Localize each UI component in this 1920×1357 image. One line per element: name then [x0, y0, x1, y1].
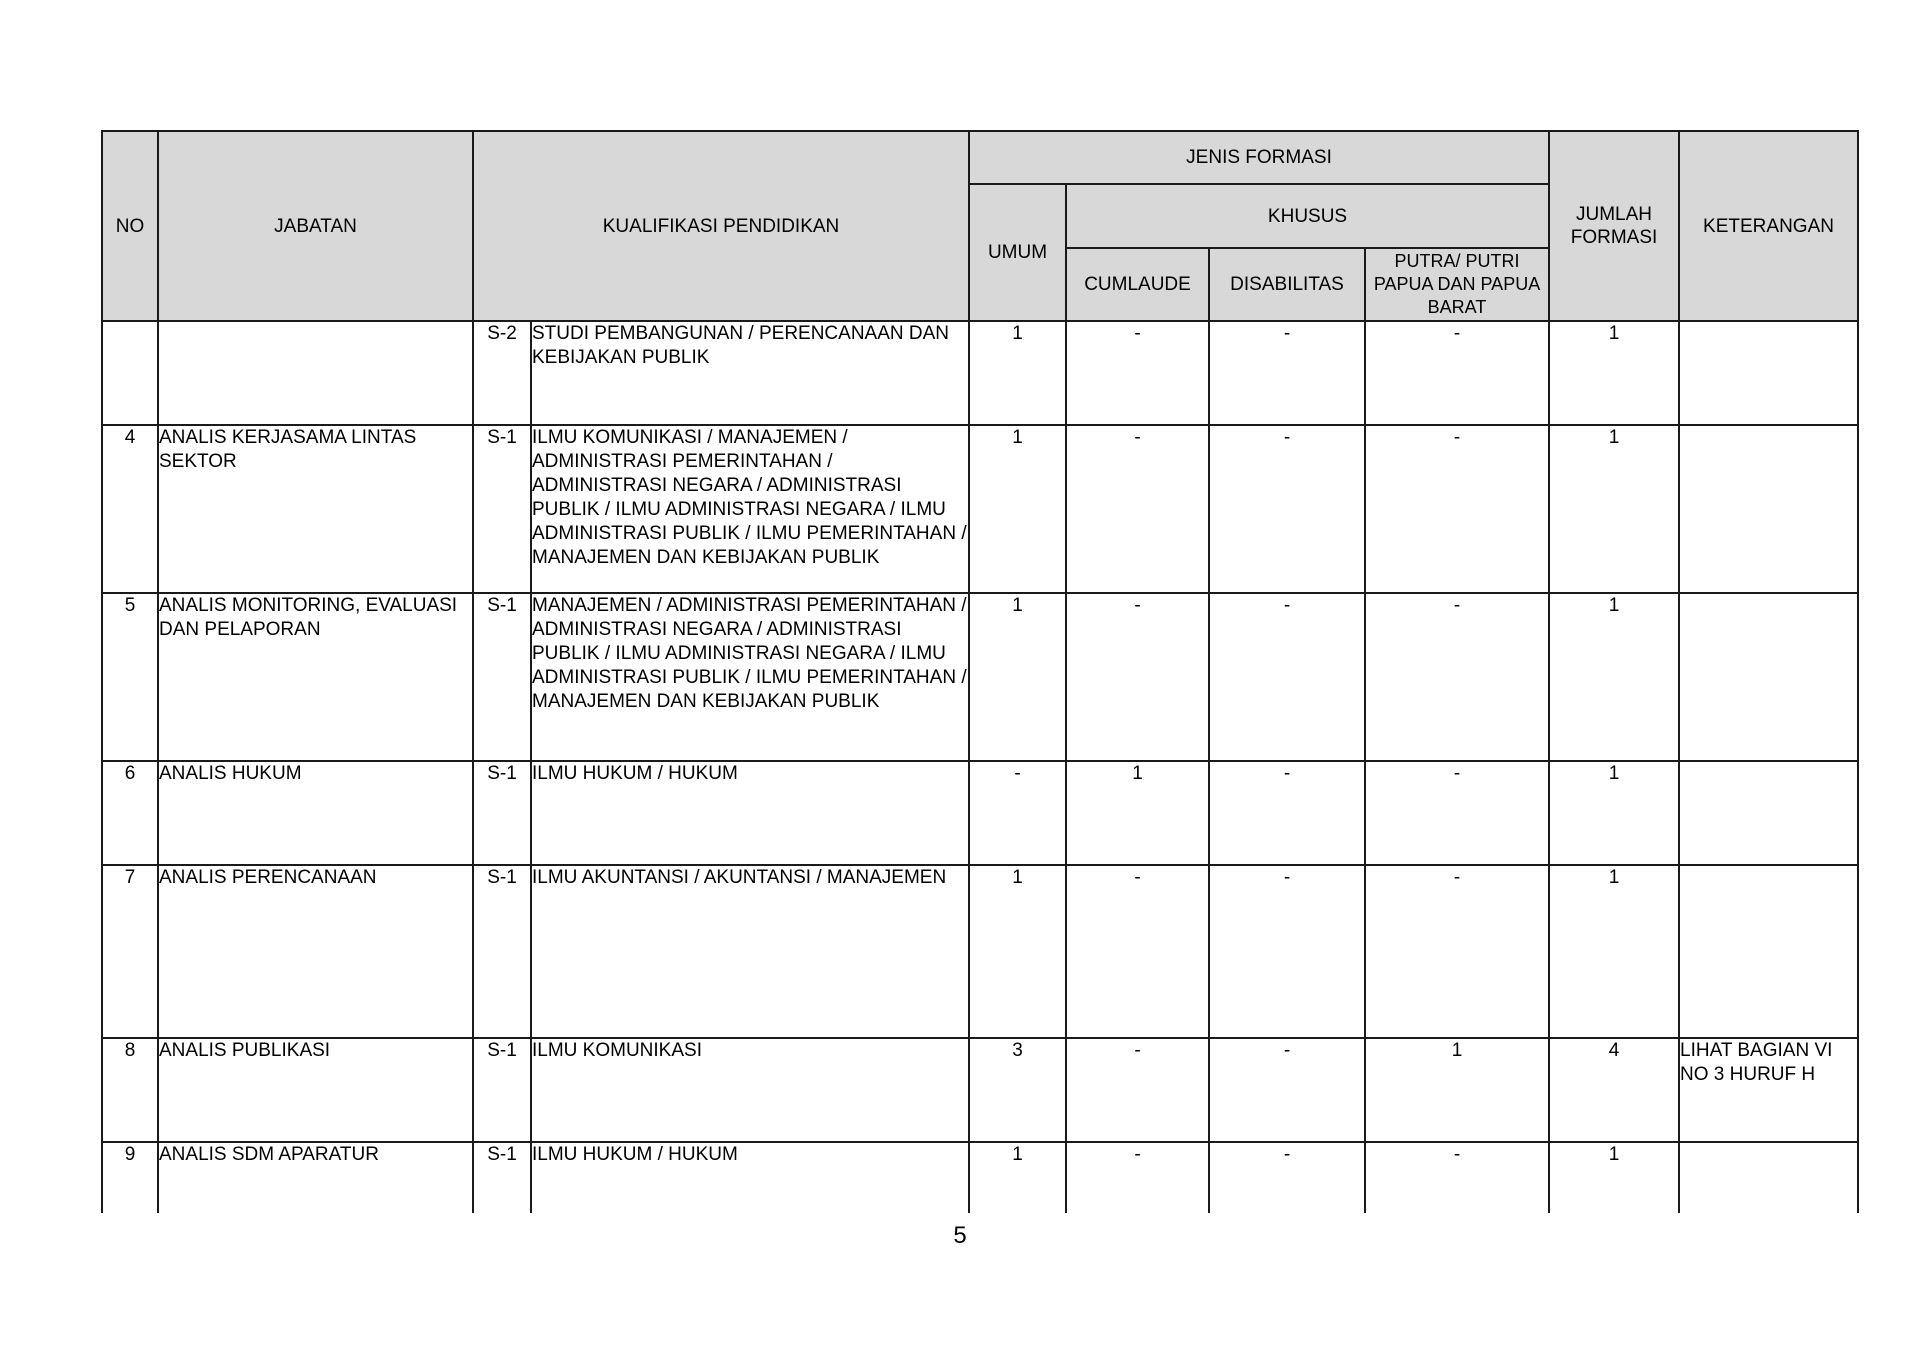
cell-disabilitas: - [1209, 1038, 1365, 1142]
cell-keterangan: LIHAT BAGIAN VI NO 3 HURUF H [1679, 1038, 1858, 1142]
cell-umum: 1 [969, 1142, 1066, 1213]
cell-cumlaude: - [1066, 593, 1209, 761]
cell-umum: 1 [969, 593, 1066, 761]
cell-umum: - [969, 761, 1066, 865]
header-no: NO [102, 131, 158, 321]
cell-no: 7 [102, 865, 158, 1038]
cell-no: 8 [102, 1038, 158, 1142]
cell-kualifikasi: MANAJEMEN / ADMINISTRASI PEMERINTAHAN / ADMINISTRASI NEGARA / ADMINISTRASI PUBLIK / ILMU ADMINISTRASI NEGARA / ILMU ADMINISTRASI PUBLIK / ILMU PEMERINTAHAN / MANAJEMEN DAN KEBIJAKAN PUBLIK [531, 593, 969, 761]
cell-no: 5 [102, 593, 158, 761]
cell-no: 4 [102, 425, 158, 593]
cell-umum: 1 [969, 425, 1066, 593]
table-row [102, 321, 1858, 425]
cell-jabatan: ANALIS PUBLIKASI [158, 1038, 473, 1142]
cell-jenjang: S-1 [473, 593, 531, 761]
header-jabatan: JABATAN [158, 131, 473, 321]
cell-jenjang: S-1 [473, 1038, 531, 1142]
header-putra-putri-papua: PUTRA/ PUTRI PAPUA DAN PAPUA BARAT [1365, 248, 1549, 321]
cell-kualifikasi: STUDI PEMBANGUNAN / PERENCANAAN DAN KEBIJAKAN PUBLIK [531, 321, 969, 425]
cell-putra: - [1365, 761, 1549, 865]
cell-putra: - [1365, 425, 1549, 593]
cell-cumlaude: - [1066, 1142, 1209, 1213]
cell-jabatan: ANALIS PERENCANAAN [158, 865, 473, 1038]
cell-cumlaude: - [1066, 321, 1209, 425]
page-number: 5 [953, 1222, 967, 1249]
cell-umum: 1 [969, 321, 1066, 425]
cell-jabatan: ANALIS HUKUM [158, 761, 473, 865]
cell-disabilitas: - [1209, 761, 1365, 865]
header-khusus: KHUSUS [1066, 184, 1549, 248]
cell-jabatan [158, 321, 473, 425]
header-disabilitas: DISABILITAS [1209, 248, 1365, 321]
header-jumlah-formasi: JUMLAH FORMASI [1549, 131, 1679, 321]
cell-keterangan [1679, 425, 1858, 593]
cell-jenjang: S-1 [473, 865, 531, 1038]
cell-umum: 1 [969, 865, 1066, 1038]
table-row [102, 865, 1858, 1038]
table-row [102, 425, 1858, 593]
cell-kualifikasi: ILMU KOMUNIKASI / MANAJEMEN / ADMINISTRASI PEMERINTAHAN / ADMINISTRASI NEGARA / ADMINISTRASI PUBLIK / ILMU ADMINISTRASI NEGARA / ILMU ADMINISTRASI PUBLIK / ILMU PEMERINTAHAN / MANAJEMEN DAN KEBIJAKAN PUBLIK [531, 425, 969, 593]
cell-cumlaude: - [1066, 865, 1209, 1038]
cell-disabilitas: - [1209, 425, 1365, 593]
header-keterangan: KETERANGAN [1679, 131, 1858, 321]
cell-cumlaude: - [1066, 1038, 1209, 1142]
cell-jabatan: ANALIS KERJASAMA LINTAS SEKTOR [158, 425, 473, 593]
header-cumlaude: CUMLAUDE [1066, 248, 1209, 321]
cell-jumlah: 1 [1549, 865, 1679, 1038]
table-row [102, 1142, 1858, 1213]
cell-jumlah: 1 [1549, 593, 1679, 761]
cell-keterangan [1679, 865, 1858, 1038]
cell-kualifikasi: ILMU HUKUM / HUKUM [531, 761, 969, 865]
cell-disabilitas: - [1209, 321, 1365, 425]
cell-jumlah: 1 [1549, 321, 1679, 425]
header-jenis-formasi: JENIS FORMASI [969, 131, 1549, 184]
cell-kualifikasi: ILMU HUKUM / HUKUM [531, 1142, 969, 1213]
cell-disabilitas: - [1209, 593, 1365, 761]
cell-no [102, 321, 158, 425]
cell-keterangan [1679, 593, 1858, 761]
table-header [102, 131, 1858, 321]
cell-keterangan [1679, 1142, 1858, 1213]
cell-putra: - [1365, 865, 1549, 1038]
cell-jumlah: 4 [1549, 1038, 1679, 1142]
cell-jumlah: 1 [1549, 1142, 1679, 1213]
cell-cumlaude: - [1066, 425, 1209, 593]
cell-no: 9 [102, 1142, 158, 1213]
cell-jabatan: ANALIS MONITORING, EVALUASI DAN PELAPORAN [158, 593, 473, 761]
formasi-table [101, 130, 1859, 1213]
cell-jenjang: S-1 [473, 761, 531, 865]
cell-cumlaude: 1 [1066, 761, 1209, 865]
cell-putra: - [1365, 1142, 1549, 1213]
cell-jenjang: S-1 [473, 1142, 531, 1213]
header-umum: UMUM [969, 184, 1066, 321]
cell-putra: - [1365, 321, 1549, 425]
cell-putra: - [1365, 593, 1549, 761]
cell-jabatan: ANALIS SDM APARATUR [158, 1142, 473, 1213]
cell-jumlah: 1 [1549, 425, 1679, 593]
cell-keterangan [1679, 761, 1858, 865]
cell-jenjang: S-2 [473, 321, 531, 425]
cell-putra: 1 [1365, 1038, 1549, 1142]
cell-disabilitas: - [1209, 865, 1365, 1038]
cell-umum: 3 [969, 1038, 1066, 1142]
cell-jenjang: S-1 [473, 425, 531, 593]
cell-disabilitas: - [1209, 1142, 1365, 1213]
cell-jumlah: 1 [1549, 761, 1679, 865]
table-row [102, 761, 1858, 865]
header-kualifikasi-pendidikan: KUALIFIKASI PENDIDIKAN [473, 131, 969, 321]
cell-keterangan [1679, 321, 1858, 425]
table-row [102, 1038, 1858, 1142]
table-row [102, 593, 1858, 761]
cell-no: 6 [102, 761, 158, 865]
cell-kualifikasi: ILMU AKUNTANSI / AKUNTANSI / MANAJEMEN [531, 865, 969, 1038]
cell-kualifikasi: ILMU KOMUNIKASI [531, 1038, 969, 1142]
